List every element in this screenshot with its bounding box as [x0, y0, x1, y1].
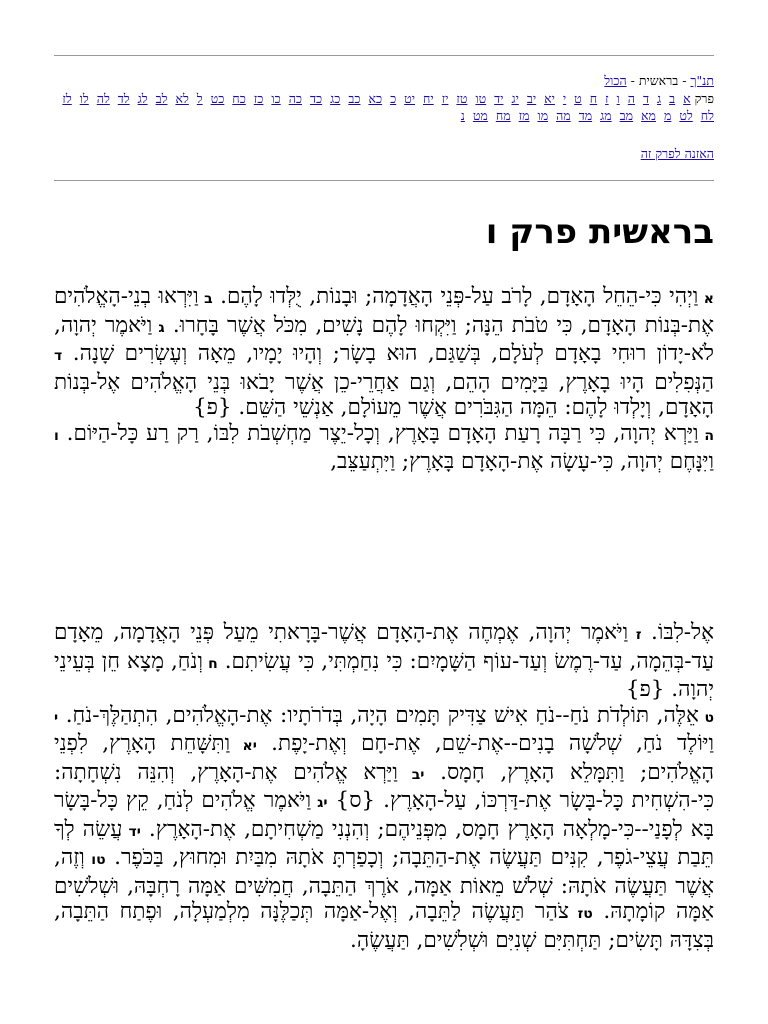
chapter-link[interactable]: נ — [460, 108, 465, 123]
chapter-link[interactable]: מז — [518, 108, 530, 123]
verse-number: יד — [122, 823, 141, 840]
chapter-link[interactable]: יב — [526, 91, 537, 106]
chapter-link[interactable]: יג — [511, 91, 519, 106]
verses-block-1 — [54, 284, 714, 475]
verse-text: הַנְּפִלִים הָיוּ בָאָרֶץ, בַּיָּמִים הָהֵם, וְגַם אַחֲרֵי-כֵן אֲשֶׁר יָבֹאוּ בְּנֵי הָאֱלֹהִים אֶל-בְּנוֹת הָאָדָם, וְיָלְדוּ לָהֶם: הֵמָּה הַגִּבֹּרִים אֲשֶׁר מֵעוֹלָם, אַנְשֵׁי הַשֵּׁם. {פ} — [54, 369, 714, 420]
verse-number: י — [54, 709, 59, 726]
chapter-link[interactable]: ה — [627, 91, 635, 106]
chapter-link[interactable]: יד — [494, 91, 504, 106]
top-divider — [54, 55, 714, 56]
chapter-link[interactable]: לו — [79, 91, 89, 106]
chapter-link[interactable]: ח — [589, 91, 598, 106]
chapter-link[interactable]: לב — [155, 91, 168, 106]
verse-number: ט — [698, 709, 715, 726]
listen-row — [54, 145, 714, 162]
chapter-link[interactable]: יט — [404, 91, 415, 106]
chapter-link[interactable]: לג — [137, 91, 148, 106]
verse-text: וַיּוֹלֶד נֹחַ, שְׁלֹשָׁה בָנִים--אֶת-שֵׁם, אֶת-חָם וְאֶת-יָפֶת. — [256, 731, 714, 756]
chapter-link[interactable]: א — [683, 91, 691, 106]
verse-number: ז — [628, 627, 642, 643]
verse-text: וַיֹּאמֶר אֱלֹהִים לְנֹחַ, קֵץ כָּל-בָּשָׂר בָּא לְפָנַי--כִּי-מָלְאָה הָאָרֶץ חָמָס, מִפְּנֵיהֶם; וְהִנְנִי מַשְׁחִיתָם, אֶת-הָאָרֶץ. — [54, 788, 714, 842]
chapters-prefix: פרק — [694, 91, 714, 106]
verse-text: וַיִּנָּחֶם יְהוָה, כִּי-עָשָׂה אֶת-הָאָדָם בָּאָרֶץ; וַיִּתְעַצֵּב, — [330, 449, 714, 474]
chapter-link[interactable]: לה — [96, 91, 110, 106]
chapter-link[interactable]: מד — [578, 108, 593, 123]
chapter-link[interactable]: כ — [390, 91, 397, 106]
chapter-link[interactable]: כו — [271, 91, 281, 106]
verse-text: וַיֹּאמֶר יְהוָה, אֶמְחֶה אֶת-הָאָדָם אֲשֶׁר-בָּרָאתִי מֵעַל פְּנֵי הָאֲדָמָה, מֵאָדָם עַד-בְּהֵמָה, עַד-רֶמֶשׂ וְעַד-עוֹף הַשָּׁמָיִם: כִּי נִחַמְתִּי, כִּי עֲשִׂיתִם. — [54, 620, 715, 674]
verse-text: וַיַּרְא אֱלֹהִים אֶת-הָאָרֶץ, וְהִנֵּה נִשְׁחָתָה: כִּי-הִשְׁחִית כָּל-בָּשָׂר אֶת-דַּרְכּוֹ, עַל-הָאָרֶץ. {ס} — [54, 759, 714, 813]
chapter-link[interactable]: לח — [700, 108, 714, 123]
chapter-link[interactable]: מו — [537, 108, 549, 123]
chapter-link[interactable]: מב — [619, 108, 634, 123]
page-title: בראשית פרק ו — [485, 212, 714, 252]
chapter-link[interactable]: יח — [422, 91, 434, 106]
verse-text: וְנֹחַ, מָצָא חֵן בְּעֵינֵי יְהוָה. {פ} — [54, 648, 714, 702]
chapter-link[interactable]: כז — [253, 91, 264, 106]
verse-text: וַיַּרְא יְהוָה, כִּי רַבָּה רָעַת הָאָדָם בָּאָרֶץ, וְכָל-יֵצֶר מַחְשְׁבֹת לִבּוֹ, רַק רַע כָּל-הַיּוֹם. — [58, 420, 699, 446]
verses-block-2 — [54, 620, 714, 953]
chapter-link[interactable]: לד — [117, 91, 130, 106]
paragraph — [54, 284, 714, 421]
chapter-link[interactable]: מא — [641, 108, 656, 123]
verse-number: יא — [230, 738, 257, 754]
paragraph — [54, 703, 714, 954]
breadcrumb-text: - — [626, 73, 639, 88]
breadcrumb-text: - — [678, 73, 691, 88]
chapter-link[interactable]: כד — [309, 91, 323, 106]
chapter-link[interactable]: טו — [475, 91, 487, 106]
chapter-link[interactable]: י — [562, 91, 567, 106]
chapter-link[interactable]: כב — [348, 91, 361, 106]
chapter-link[interactable]: ג — [656, 91, 662, 106]
verse-number: ח — [203, 655, 218, 672]
chapter-link[interactable]: מ — [663, 108, 672, 123]
chapter-link[interactable]: מה — [556, 108, 571, 123]
chapter-links — [58, 91, 714, 123]
breadcrumb-text: בראשית — [638, 73, 679, 88]
chapter-link[interactable]: לז — [62, 91, 72, 106]
chapter-link[interactable]: כא — [368, 91, 383, 106]
verse-text: וַיֹּאמֶר יְהוָה, לֹא-יָדוֹן רוּחִי בָאָדָם לְעֹלָם, בְּשַׁגַּם, הוּא בָשָׂר; וְהָיוּ יָמָיו, מֵאָה וְעֶשְׂרִים שָׁנָה. — [54, 312, 714, 366]
chapter-link[interactable]: יז — [441, 91, 449, 106]
chapter-link[interactable]: ז — [605, 91, 609, 106]
verse-text: וְזֶה, אֲשֶׁר תַּעֲשֶׂה אֹתָהּ: שְׁלֹשׁ מֵאוֹת אַמָּה, אֹרֶךְ הַתֵּבָה, חֲמִשִּׁים אַמָּה רָחְבָּהּ, וּשְׁלֹשִׁים אַמָּה קוֹמָתָהּ. — [54, 845, 714, 924]
chapter-link[interactable]: לט — [679, 108, 693, 123]
chapter-navigation — [54, 90, 714, 124]
chapter-link[interactable]: ל — [196, 91, 203, 106]
chapter-link[interactable]: מח — [495, 108, 511, 123]
paragraph — [54, 620, 714, 703]
chapter-link[interactable]: כח — [232, 91, 246, 106]
verse-number: ה — [698, 427, 714, 444]
verse-number: ב — [198, 291, 213, 307]
chapter-link[interactable]: יא — [544, 91, 555, 106]
bottom-divider — [54, 180, 714, 181]
chapter-link[interactable]: כה — [288, 91, 302, 106]
verse-text: אֵלֶּה, תּוֹלְדֹת נֹחַ--נֹחַ אִישׁ צַדִּיק תָּמִים הָיָה, בְּדֹרֹתָיו: אֶת-הָאֱלֹהִים, הִתְהַלֶּךְ-נֹחַ. — [58, 702, 699, 728]
chapter-link[interactable]: ב — [669, 91, 676, 106]
verse-number: טז — [569, 906, 593, 922]
chapter-link[interactable]: לא — [175, 91, 189, 106]
chapter-link[interactable]: מט — [472, 108, 488, 123]
verse-number: יג — [311, 795, 328, 811]
chapter-link[interactable]: ו — [616, 91, 620, 106]
breadcrumb — [54, 72, 714, 89]
verse-number: ו — [54, 427, 59, 444]
verse-number: א — [698, 291, 714, 307]
chapter-link[interactable]: ט — [574, 91, 582, 106]
verse-number: ד — [54, 348, 63, 364]
chapter-link[interactable]: כג — [330, 91, 341, 106]
breadcrumb-link[interactable]: תנ"ך — [690, 73, 714, 88]
chapter-link[interactable]: טז — [456, 91, 468, 106]
verse-text: אֶל-לִבּוֹ. — [641, 620, 715, 645]
breadcrumb-link[interactable]: הכול — [604, 73, 627, 88]
listen-to-chapter-link[interactable]: האזנה לפרק זה — [640, 146, 714, 161]
chapter-link[interactable]: כט — [210, 91, 225, 106]
verse-text: וַיְהִי כִּי-הֵחֵל הָאָדָם, לָרֹב עַל-פְּנֵי הָאֲדָמָה; וּבָנוֹת, יֻלְּדוּ לָהֶם. — [212, 284, 699, 309]
verse-text: עֲשֵׂה לְךָ תֵּבַת עֲצֵי-גֹפֶר, קִנִּים תַּעֲשֶׂה אֶת-הַתֵּבָה; וְכָפַרְתָּ אֹתָהּ מִבַּיִת וּמִחוּץ, בַּכֹּפֶר. — [54, 816, 714, 870]
verse-text: צֹהַר תַּעֲשֶׂה לַתֵּבָה, וְאֶל-אַמָּה תְּכַלֶּנָּה מִלְמַעְלָה, וּפֶתַח הַתֵּבָה, בְּצִדָּהּ תָּשִׂים; תַּחְתִּיִּם שְׁנִיִּם וּשְׁלִשִׁים, תַּעֲשֶׂהָ. — [54, 899, 714, 953]
verse-number: טו — [84, 852, 106, 868]
verse-text: וַתִּשָּׁחֵת הָאָרֶץ, לִפְנֵי הָאֱלֹהִים; וַתִּמָּלֵא הָאָרֶץ, חָמָס. — [54, 731, 714, 785]
chapter-link[interactable]: מג — [600, 108, 612, 123]
verse-text: וַיִּרְאוּ בְנֵי-הָאֱלֹהִים אֶת-בְּנוֹת הָאָדָם, כִּי טֹבֹת הֵנָּה; וַיִּקְחוּ לָהֶם נָשִׁים, מִכֹּל אֲשֶׁר בָּחָרוּ. — [54, 284, 714, 338]
chapter-link[interactable]: ד — [642, 91, 649, 106]
paragraph — [54, 421, 714, 475]
verse-number: יב — [397, 766, 425, 783]
verse-number: ג — [152, 319, 165, 336]
